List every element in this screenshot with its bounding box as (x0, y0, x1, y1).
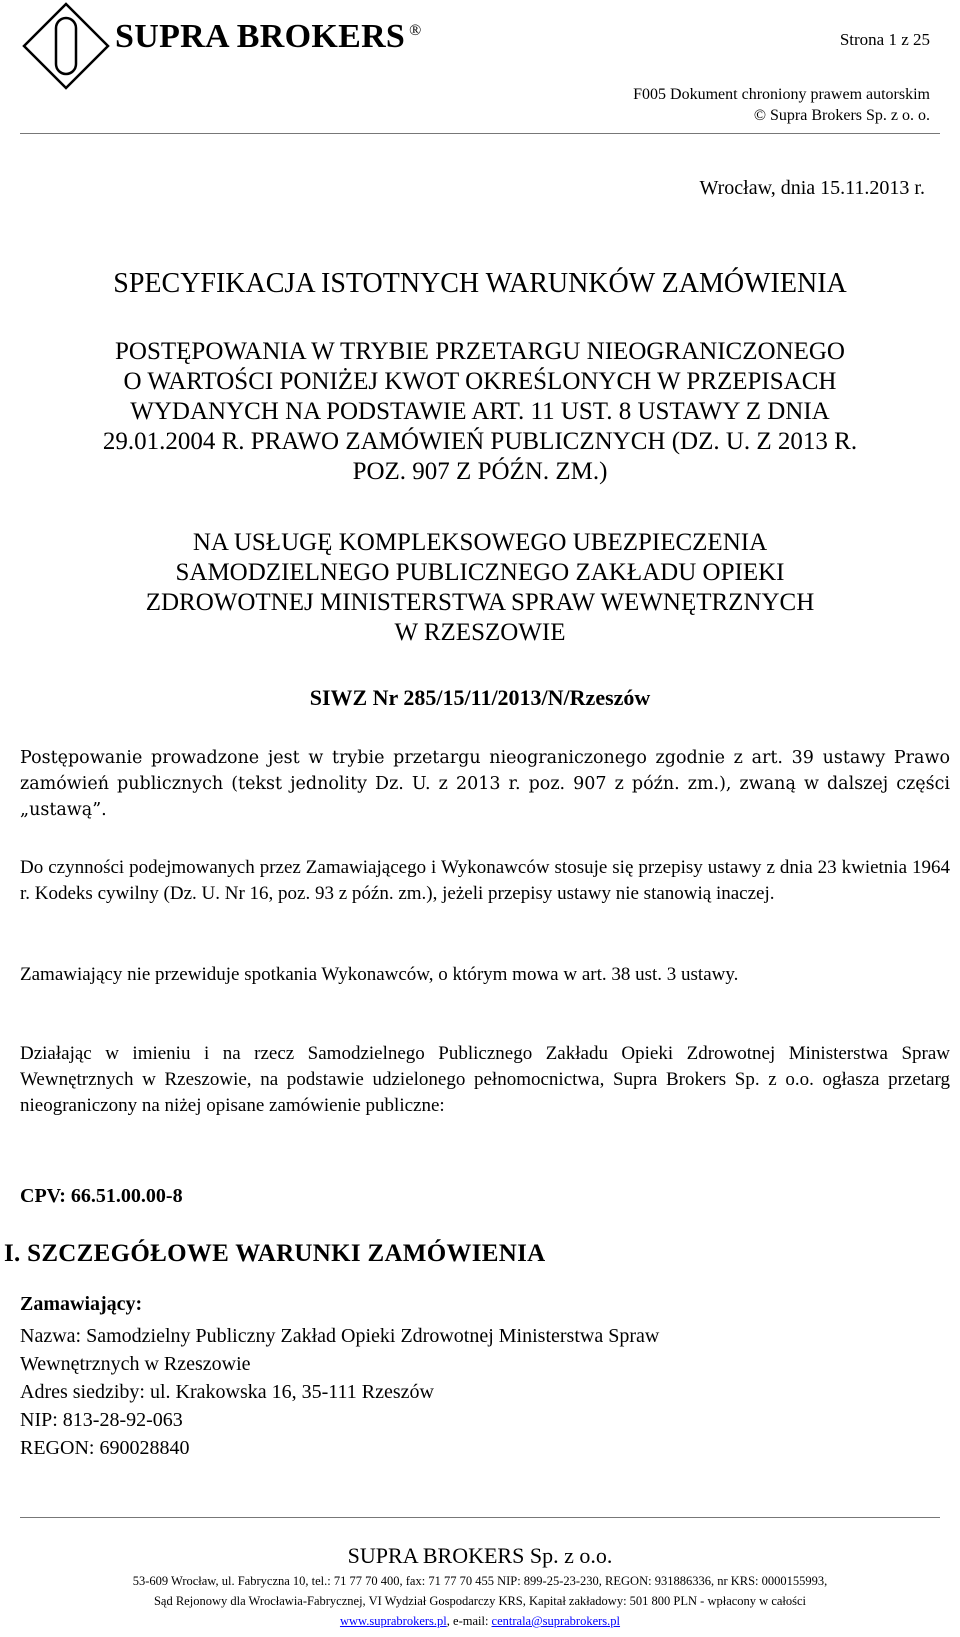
zamawiajacy-details (20, 1322, 659, 1462)
subtitle-line: 29.01.2004 R. PRAWO ZAMÓWIEŃ PUBLICZNYCH (DZ. U. Z 2013 R. (102, 428, 858, 455)
paragraph-announcement: Działając w imieniu i na rzecz Samodzielnego Publicznego Zakładu Opieki Zdrowotnej Ministerstwa Spraw Wewnętrznych w Rzeszowie, na podstawie udzielonego pełnomocnictwa, Supra Brokers Sp. z o.o. ogłasza przetarg nieograniczony na niżej opisane zamówienie publiczne: (20, 1043, 950, 1116)
subtitle-line: POZ. 907 Z PÓŹN. ZM.) (352, 458, 608, 485)
document-title: SPECYFIKACJA ISTOTNYCH WARUNKÓW ZAMÓWIENIA (113, 268, 847, 299)
header-divider (20, 133, 940, 134)
subject-line: W RZESZOWIE (394, 619, 566, 646)
paragraph-meeting: Zamawiający nie przewiduje spotkania Wykonawców, o którym mowa w art. 38 ust. 3 ustawy. (20, 964, 739, 985)
document-date: Wrocław, dnia 15.11.2013 r. (699, 177, 925, 199)
document-subtitle (0, 337, 960, 487)
siwz-number: SIWZ Nr 285/15/11/2013/N/Rzeszów (309, 685, 651, 710)
website-link[interactable]: www.suprabrokers.pl (339, 1614, 447, 1628)
supra-brokers-logo (20, 0, 112, 92)
subtitle-line: POSTĘPOWANIA W TRYBIE PRZETARGU NIEOGRANICZONEGO (115, 338, 845, 365)
section-title: I. SZCZEGÓŁOWE WARUNKI ZAMÓWIENIA (4, 1240, 546, 1267)
document-subject (0, 528, 960, 648)
page-number: Strona 1 z 25 (839, 30, 930, 49)
cpv-code: CPV: 66.51.00.00-8 (20, 1185, 183, 1207)
zamawiajacy-heading: Zamawiający: (20, 1293, 143, 1315)
zamawiajacy-line: Adres siedziby: ul. Krakowska 16, 35-111 Rzeszów (20, 1381, 434, 1403)
copyright-line-1: F005 Dokument chroniony prawem autorskim (633, 86, 930, 103)
zamawiajacy-line: REGON: 690028840 (20, 1437, 190, 1459)
paragraph-procedure: Postępowanie prowadzone jest w trybie przetargu nieograniczonego zgodnie z art. 39 ustawy Prawo zamówień publicznych (tekst jednolity Dz. U. z 2013 r. poz. 907 z późn. zm.), zwaną w dalszej części „ustawą”. (20, 748, 950, 820)
paragraph-civil-code: Do czynności podejmowanych przez Zamawiającego i Wykonawców stosuje się przepisy ustawy z dnia 23 kwietnia 1964 r. Kodeks cywilny (Dz. U. Nr 16, poz. 93 z późn. zm.), jeżeli przepisy ustawy nie stanowią inaczej. (20, 857, 950, 904)
subject-line: SAMODZIELNEGO PUBLICZNEGO ZAKŁADU OPIEKI (175, 559, 785, 586)
footer-registry: Sąd Rejonowy dla Wrocławia-Fabrycznej, VI Wydział Gospodarczy KRS, Kapitał zakładowy: 501 800 PLN - wpłacony w całości (153, 1594, 807, 1608)
footer-divider (20, 1517, 940, 1518)
subtitle-line: O WARTOŚCI PONIŻEJ KWOT OKREŚLONYCH W PRZEPISACH (123, 368, 837, 395)
zamawiajacy-line: Wewnętrznych w Rzeszowie (20, 1353, 251, 1375)
company-brand: SUPRA BROKERS ® (115, 18, 422, 55)
email-label: , e-mail: (446, 1614, 492, 1628)
email-link[interactable]: centrala@suprabrokers.pl (491, 1614, 621, 1628)
subject-line: NA USŁUGĘ KOMPLEKSOWEGO UBEZPIECZENIA (192, 529, 768, 556)
registered-mark: ® (409, 21, 422, 39)
footer-contact (0, 1614, 960, 1629)
copyright-line-2: © Supra Brokers Sp. z o. o. (753, 107, 930, 124)
zamawiajacy-line: Nazwa: Samodzielny Publiczny Zakład Opieki Zdrowotnej Ministerstwa Spraw (20, 1325, 660, 1347)
footer-company: SUPRA BROKERS Sp. z o.o. (347, 1543, 613, 1568)
zamawiajacy-line: NIP: 813-28-92-063 (20, 1409, 183, 1431)
subtitle-line: WYDANYCH NA PODSTAWIE ART. 11 UST. 8 USTAWY Z DNIA (130, 398, 830, 425)
footer-address: 53-609 Wrocław, ul. Fabryczna 10, tel.: 71 77 70 400, fax: 71 77 70 455 NIP: 899-25-23-230, REGON: 931886336, nr KRS: 0000155993, (132, 1574, 828, 1588)
subject-line: ZDROWOTNEJ MINISTERSTWA SPRAW WEWNĘTRZNYCH (145, 589, 815, 616)
